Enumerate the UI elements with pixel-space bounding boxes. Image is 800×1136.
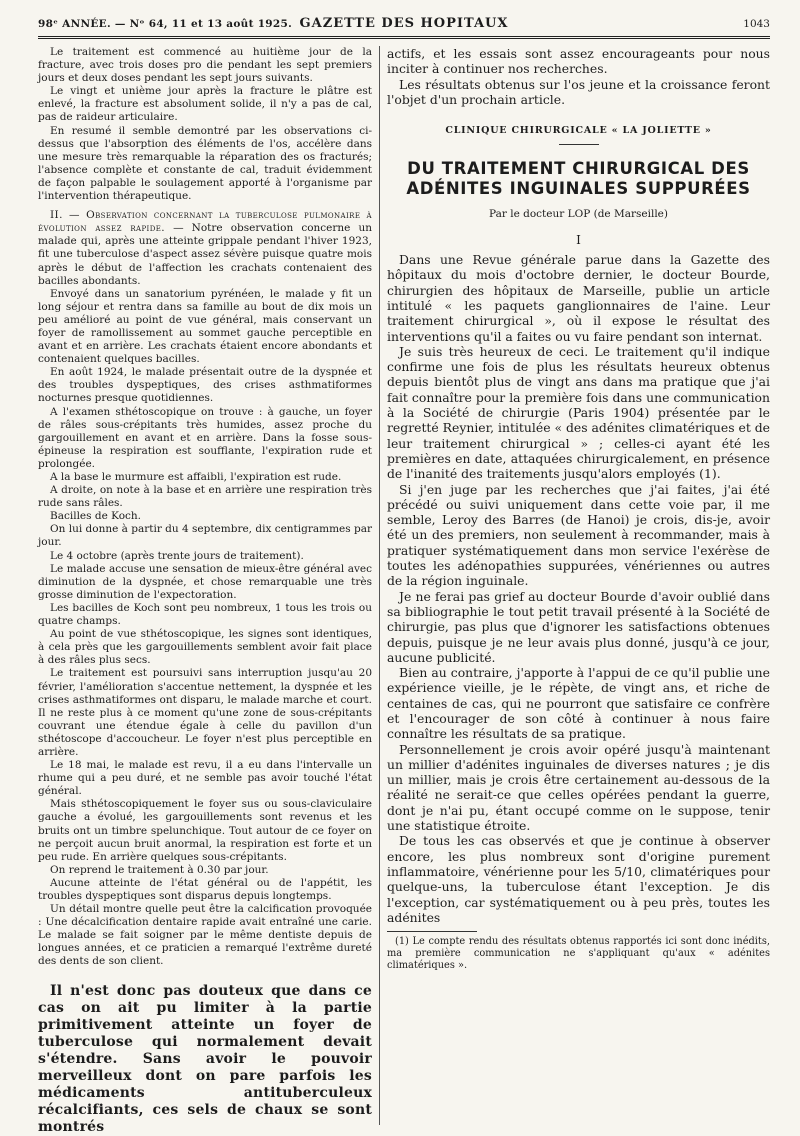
paragraph: Aucune atteinte de l'état général ou de l'appétit, les troubles dyspeptiques sont disparus depuis longtemps. — [38, 876, 372, 902]
header-rule — [38, 36, 770, 39]
paragraph: Je ne ferai pas grief au docteur Bourde d'avoir oublié dans sa bibliographie le tout petit travail présenté à la Société de chirurgie, pas plus que d'ignorer les satisfactions obtenues depuis, puisque je ne leur avais plus donné, jusqu'à ce jour, aucune publicité. — [387, 588, 770, 665]
observation-heading — [38, 209, 372, 288]
footnote: (1) Le compte rendu des résultats obtenus rapportés ici sont donc inédits, ma première communication ne s'appliquant qu'aux « adénites climatériques ». — [387, 936, 770, 972]
paragraph: On reprend le traitement à 0.30 par jour. — [50, 863, 269, 876]
short-rule — [559, 144, 599, 145]
page-header — [38, 10, 770, 38]
article-columns — [38, 46, 771, 1135]
observation-label: II. — Observation concernant la tuberculose pulmonaire à évolution assez rapide. — [38, 209, 372, 235]
footnote-rule — [387, 931, 477, 932]
paragraph: Le vingt et unième jour après la fracture le plâtre est enlevé, la fracture est absolument solide, il n'y a pas de cal, pas de raideur articulaire. — [38, 85, 372, 124]
column-divider — [379, 46, 380, 1125]
paragraph: En resumé il semble demontré par les observations ci-dessus que l'absorption des éléments de l'os, accélère dans une mesure très remarquable la réparation des os fracturés; l'absence complète et constante de cal, traduit évidemment de façon palpable le soulagement apporté à l'organisme par l'intervention thérapeutique. — [38, 124, 372, 203]
paragraph: Personnellement je crois avoir opéré jusqu'à maintenant un millier d'adénites inguinales de diverses natures ; je dis un millier, mais je crois être certainement au-dessous de la réalité ne serait-ce que celles opérées pendant la guerre, dont je n'ai pu, étant occupé comme on le suppose, tenir une statistique étroite. — [387, 741, 770, 834]
journal-title: GAZETTE DES HOPITAUX — [299, 16, 509, 31]
conclusion-paragraph: Il n'est donc pas douteux que dans ce cas on ait pu limiter à la partie primitivement atteinte un foyer de tuberculose qui normalement devait s'étendre. Sans avoir le pouvoir merveilleux dont on pare parfois les médicaments antituberculeux récalcifiants, ces sels de chaux se sont montrés — [38, 982, 372, 1135]
article-title: DU TRAITEMENT CHIRURGICAL DES ADÉNITES INGUINALES SUPPURÉES — [406, 159, 751, 199]
paragraph: On lui donne à partir du 4 septembre, dix centigrammes par jour. — [38, 523, 372, 549]
paragraph: A l'examen sthétoscopique on trouve : à gauche, un foyer de râles sous-crépitants très humides, assez proche du gargouillement en avant et en arrière. Dans la fosse sous-épineuse la respiration est soufflante, l'expiration rude et prolongée. — [38, 405, 372, 470]
paragraph: Le 4 octobre (après trente jours de traitement). — [50, 549, 304, 562]
paragraph: Bacilles de Koch. — [50, 510, 142, 523]
paragraph: Mais sthétoscopiquement le foyer sus ou sous-claviculaire gauche a évolué, les gargouillements sont revenus et les bruits ont un timbre spelunchique. Tout autour de ce foyer on ne perçoit aucun bruit anormal, la respiration est forte et un peu rude. En arrière quelques sous-crépitants. — [38, 798, 372, 863]
paragraph: A la base le murmure est affaibli, l'expiration est rude. — [50, 471, 342, 483]
paragraph: Le traitement est commencé au huitième jour de la fracture, avec trois doses pro die pendant les sept premiers jours et deux doses pendant les sept jours suivants. — [38, 46, 372, 85]
paragraph: Le traitement est poursuivi sans interruption jusqu'au 20 février, l'amélioration s'accentue nettement, la dyspnée et les crises asthmatiformes ont disparu, le malade marche et court. Il ne reste plus à ce moment qu'une zone de sous-crépitants couvrant une étendue égale à celle du pavillon d'un sthétoscope d'accoucheur. Le foyer n'est plus perceptible en arrière. — [38, 667, 372, 758]
paragraph: Au point de vue sthétoscopique, les signes sont identiques, à cela près que les gargouillements semblent avoir fait place à des râles plus secs. — [38, 628, 372, 667]
article-byline: Par le docteur LOP (de Marseille) — [489, 208, 668, 221]
issue-info: 98ᵉ ANNÉE. — Nᵒ 64, 11 et 13 août 1925. — [38, 18, 293, 30]
paragraph: En août 1924, le malade présentait outre de la dyspnée et des troubles dyspeptiques, des crises asthmatiformes nocturnes presque quotidiennes. — [38, 366, 372, 405]
paragraph: Le 18 mai, le malade est revu, il a eu dans l'intervalle un rhume qui a peu duré, et ne semble pas avoir touché l'état général. — [38, 759, 372, 798]
paragraph: A droite, on note à la base et en arrière une respiration très rude sans râles. — [38, 484, 372, 510]
paragraph: Je suis très heureux de ceci. Le traitement qu'il indique confirme une fois de plus les résultats heureux obtenus depuis bientôt plus de vingt ans dans ma pratique que j'ai fait connaître pour la première fois dans une communication à la Société de chirurgie (Paris 1904) présentée par le regretté Reynier, intitulée « des adénites climatériques et de leur traitement chirurgical » ; celles-ci ayant été les premières en date, attaquées chirurgicalement, en présence de l'inanité des traitements jusqu'alors employés (1). — [387, 343, 771, 482]
paragraph: Bien au contraire, j'apporte à l'appui de ce qu'il publie une expérience vieille, je le répète, de vingt ans, et riche de centaines de cas, qui ne pourront que satisfaire ce confrère et l'encourager de son côté à continuer à nous faire connaître les résultats de sa pratique. — [387, 665, 770, 742]
paragraph: Dans une Revue générale parue dans la Gazette des hôpitaux du mois d'octobre dernier, le docteur Bourde, chirurgien des hôpitaux de Marseille, publie un article intitulé « les paquets ganglionnaires de l'aine. Leur traitement chirurgical », où il expose le résultat des interventions qu'il a faites ou vu faire pendant son internat. — [387, 252, 770, 344]
paragraph: De tous les cas observés et que je continue à observer encore, les plus nombreux sont d'origine purement inflammatoire, vénérienne pour les 5/10, climatériques pour quelque-uns, la tuberculose étant l'exception. Je dis l'exception, car systématiquement ou à peu près, toutes les adénites — [387, 833, 770, 925]
section-number: I — [576, 232, 581, 247]
right-column — [387, 46, 770, 1125]
paragraph: Le malade accuse une sensation de mieux-être général avec diminution de la dyspnée, et chose remarquable une très grosse diminution de l'expectoration. — [38, 562, 372, 601]
left-column — [38, 46, 372, 1135]
page-number: 1043 — [743, 18, 770, 30]
paragraph: Si j'en juge par les recherches que j'ai faites, j'ai été précédé ou suivi uniquement dans cette voie par, il me semble, Leroy des Barres (de Hanoi) je crois, dis-je, avoir été un des premiers, non seulement à recommander, mais à pratiquer systématiquement dans mon service l'exérèse de toutes les adénopathies suppurées, vénériennes ou autres de la région inguinale. — [387, 481, 770, 589]
paragraph: Un détail montre quelle peut être la calcification provoquée : Une décalcification dentaire rapide avait entraîné une carie. Le malade se fait soigner par le même dentiste depuis de longues années, et ce praticien a remarqué l'extrême dureté des dents de son client. — [38, 903, 372, 968]
paragraph: Les bacilles de Koch sont peu nombreux, 1 tous les trois ou quatre champs. — [38, 601, 372, 628]
paragraph: Envoyé dans un sanatorium pyrénéen, le malade y fit un long séjour et rentra dans sa famille au bout de dix mois un peu amélioré au point de vue général, mais conservant un foyer de ramollissement au sommet gauche perceptible en avant et en arrière. Les crachats étaient encore abondants et contenaient quelques bacilles. — [38, 287, 372, 366]
paragraph: Les résultats obtenus sur l'os jeune et la croissance feront l'objet d'un prochain article. — [387, 76, 770, 107]
observation-text: — Notre observation concerne un malade qui, après une atteinte grippale pendant l'hiver 1923, fit une tuberculose d'aspect assez sévère puisque quatre mois après le début de l'affection les crachats contenaient des bacilles abondants. — [38, 222, 372, 287]
clinic-label: CLINIQUE CHIRURGICALE « LA JOLIETTE » — [445, 125, 712, 137]
paragraph: actifs, et les essais sont assez encourageants pour nous inciter à continuer nos recherches. — [387, 46, 770, 77]
